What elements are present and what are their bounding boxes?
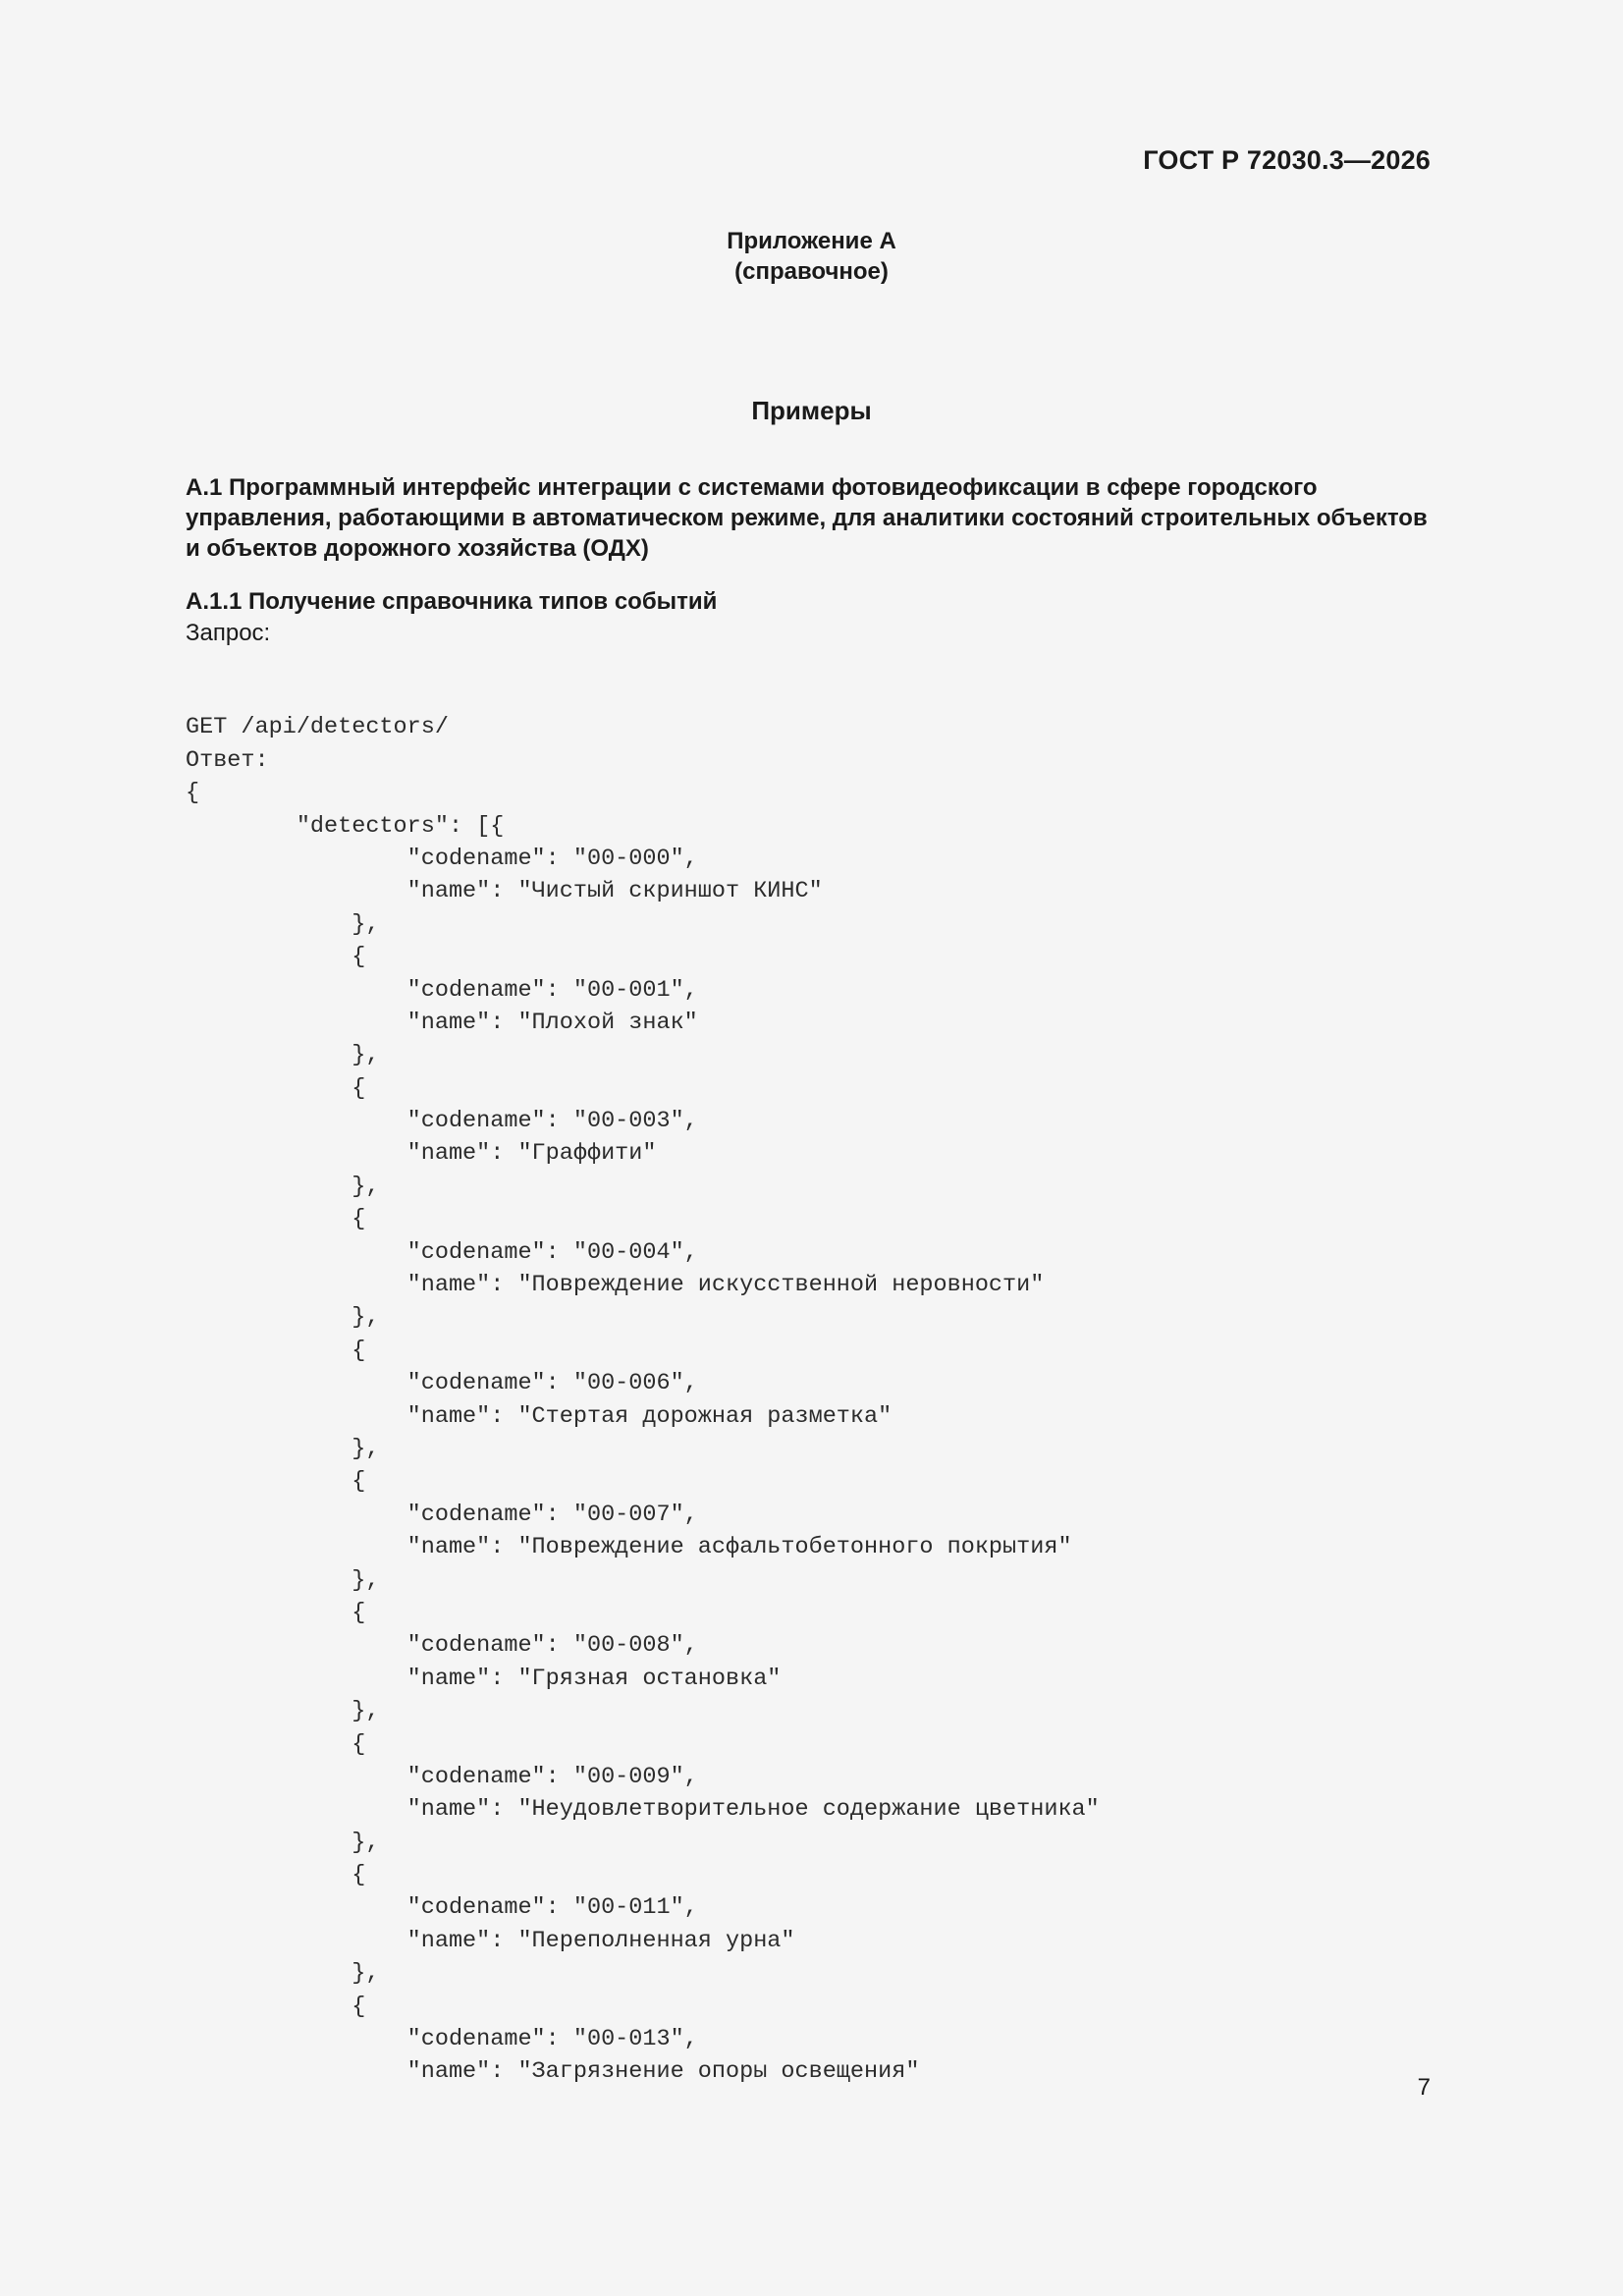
code-line: {	[186, 944, 366, 971]
code-line: "name": "Чистый скриншот КИНС"	[186, 878, 823, 905]
code-line: {	[186, 780, 200, 807]
code-line: "name": "Стертая дорожная разметка"	[186, 1402, 893, 1430]
request-label: Запрос:	[186, 620, 271, 646]
annex-heading	[0, 226, 1623, 287]
code-line: GET /api/detectors/	[186, 714, 449, 741]
code-line: },	[186, 1042, 380, 1069]
code-line: "codename": "00-006",	[186, 1370, 698, 1397]
code-line: },	[186, 1173, 380, 1200]
code-line: "name": "Загрязнение опоры освещения"	[186, 2058, 920, 2086]
code-line: "codename": "00-007",	[186, 1501, 698, 1528]
code-line: "name": "Плохой знак"	[186, 1009, 698, 1036]
code-line: "codename": "00-008",	[186, 1632, 698, 1660]
code-line: "codename": "00-009",	[186, 1763, 698, 1790]
code-listing	[186, 679, 1100, 2089]
code-line: {	[186, 1599, 366, 1626]
annex-title: Приложение А	[727, 228, 896, 254]
code-line: {	[186, 1730, 366, 1758]
code-line: Ответ:	[186, 746, 269, 774]
code-line: "name": "Повреждение искусственной неровности"	[186, 1272, 1045, 1299]
code-line: "codename": "00-011",	[186, 1894, 698, 1922]
code-line: },	[186, 1304, 380, 1332]
code-line: {	[186, 1074, 366, 1102]
code-line	[186, 679, 1100, 711]
code-line: },	[186, 910, 380, 938]
annex-subtitle: (справочное)	[734, 258, 889, 285]
code-line: "codename": "00-004",	[186, 1238, 698, 1266]
code-line: {	[186, 1337, 366, 1364]
page-number: 7	[1417, 2074, 1431, 2101]
subsection-heading-a1: А.1 Программный интерфейс интеграции с системами фотовидеофиксации в сфере городского управления, работающими в автоматическом режиме, для аналитики состояний строительных объектов и объектов дорожного хозяйства (ОДХ)	[186, 474, 1428, 562]
code-line: },	[186, 1829, 380, 1856]
code-line: },	[186, 1435, 380, 1462]
code-line: {	[186, 1468, 366, 1496]
code-line: "name": "Неудовлетворительное содержание цветника"	[186, 1796, 1100, 1824]
section-title: Примеры	[751, 396, 872, 425]
code-line: "codename": "00-001",	[186, 976, 698, 1004]
code-line: "name": "Переполненная урна"	[186, 1927, 795, 1954]
code-line: "codename": "00-000",	[186, 845, 698, 872]
code-line: "codename": "00-013",	[186, 2026, 698, 2053]
code-line: "name": "Граффити"	[186, 1140, 657, 1168]
code-line: "codename": "00-003",	[186, 1108, 698, 1135]
code-line: {	[186, 1862, 366, 1889]
code-line: },	[186, 1698, 380, 1725]
code-line: {	[186, 1993, 366, 2020]
code-line: "detectors": [{	[186, 812, 505, 840]
code-line: "name": "Повреждение асфальтобетонного покрытия"	[186, 1534, 1072, 1561]
document-id: ГОСТ Р 72030.3—2026	[1143, 145, 1431, 175]
code-line: },	[186, 1566, 380, 1594]
code-line: {	[186, 1206, 366, 1233]
code-line: },	[186, 1960, 380, 1988]
code-line: "name": "Грязная остановка"	[186, 1665, 782, 1692]
subsection-heading-a1-1: А.1.1 Получение справочника типов событий	[186, 588, 718, 615]
